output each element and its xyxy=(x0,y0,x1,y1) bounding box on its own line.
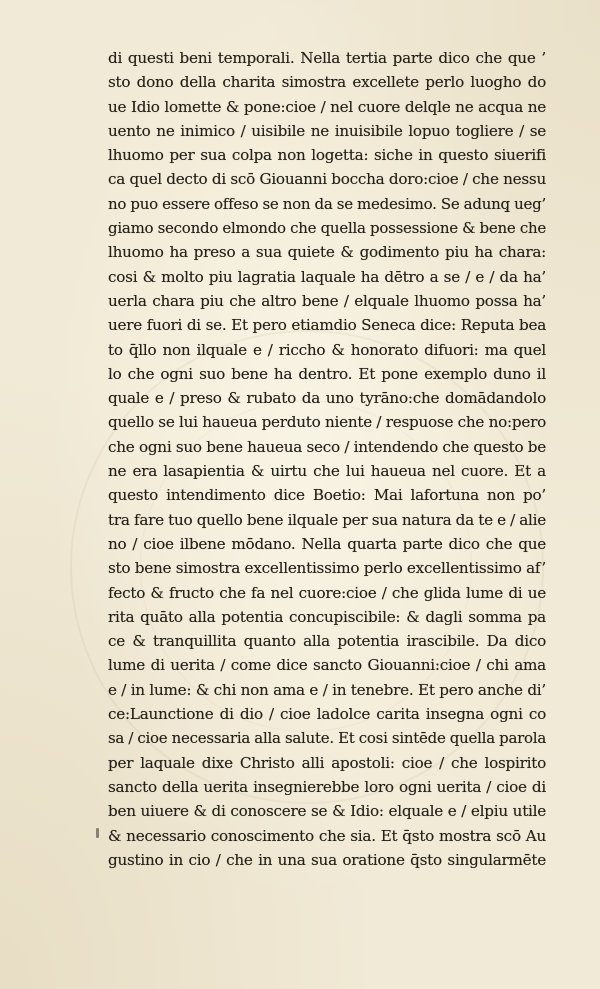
text-line: che ogni suo bene haueua seco / intendendo che questo be xyxy=(108,437,546,456)
text-line: sto dono della charita simostra excellete perlo luogho do xyxy=(108,73,546,92)
text-line: per laquale dixe Christo alli apostoli: cioe / che lospirito xyxy=(108,753,546,772)
text-line: giamo secondo elmondo che quella possessione & bene che xyxy=(108,219,546,238)
text-line: sto bene simostra excellentissimo perlo excellentissimo af’ xyxy=(108,559,546,578)
text-line: no / cioe ilbene mōdano. Nella quarta parte dico che que xyxy=(108,534,546,553)
text-line: e / in lume: & chi non ama e / in tenebre. Et pero anche di’ xyxy=(108,680,546,699)
text-line: quello se lui haueua perduto niente / respuose che no:pero xyxy=(108,413,546,432)
text-line: gustino in cio / che in una sua oratione q̄sto singularmēte xyxy=(108,850,546,869)
text-line: ca quel decto di scō Giouanni boccha doro:cioe / che nessu xyxy=(108,170,546,189)
text-line: sa / cioe necessaria alla salute. Et cosi sintēde quella parola xyxy=(108,729,546,748)
text-line: & necessario conoscimento che sia. Et q̄sto mostra scō Au xyxy=(108,826,546,845)
text-line: lhuomo ha preso a sua quiete & godimento piu ha chara: xyxy=(108,243,546,262)
text-line: uere fuori di se. Et pero etiamdio Seneca dice: Reputa bea xyxy=(108,316,546,335)
text-line: ue Idio lomette & pone:cioe / nel cuore delqle ne acqua ne xyxy=(108,97,546,116)
text-line: quale e / preso & rubato da uno tyrāno:che domādandolo xyxy=(108,389,546,408)
text-line: lo che ogni suo bene ha dentro. Et pone exemplo duno il xyxy=(108,364,546,383)
margin-mark xyxy=(96,828,99,838)
text-line: uento ne inimico / uisibile ne inuisibile lopuo togliere / se xyxy=(108,121,546,140)
text-block xyxy=(108,46,546,872)
text-line: to q̄llo non ilquale e / riccho & honorato difuori: ma quel xyxy=(108,340,546,359)
text-line: di questi beni temporali. Nella tertia parte dico che que ’ xyxy=(108,49,546,67)
text-line: uerla chara piu che altro bene / elquale lhuomo possa ha’ xyxy=(108,291,546,310)
text-line: ne era lasapientia & uirtu che lui haueua nel cuore. Et a xyxy=(108,462,546,481)
text-line: ce & tranquillita quanto alla potentia irascibile. Da dico xyxy=(108,632,546,651)
text-line: sancto della uerita insegnierebbe loro ogni uerita / cioe di xyxy=(108,777,546,796)
text-line: no puo essere offeso se non da se medesimo. Se adunq̧ ueg’ xyxy=(108,194,546,213)
text-line: fecto & fructo che fa nel cuore:cioe / che glida lume di ue xyxy=(108,583,546,602)
text-line: questo intendimento dice Boetio: Mai lafortuna non po’ xyxy=(108,486,546,505)
text-line: tra fare tuo quello bene ilquale per sua natura da te e / alie xyxy=(108,510,546,529)
text-line: lume di uerita / come dice sancto Giouanni:cioe / chi ama xyxy=(108,656,546,675)
text-line: rita quāto alla potentia concupiscibile: & dagli somma pa xyxy=(108,607,546,626)
text-line: cosi & molto piu lagratia laquale ha dētro a se / e / da ha’ xyxy=(108,267,546,286)
text-line: ben uiuere & di conoscere se & Idio: elquale e / elpiu utile xyxy=(108,802,546,821)
text-line: ce:Launctione di dio / cioe ladolce carita insegna ogni co xyxy=(108,705,546,724)
text-line: lhuomo per sua colpa non logetta: siche in questo siuerifi xyxy=(108,146,546,165)
